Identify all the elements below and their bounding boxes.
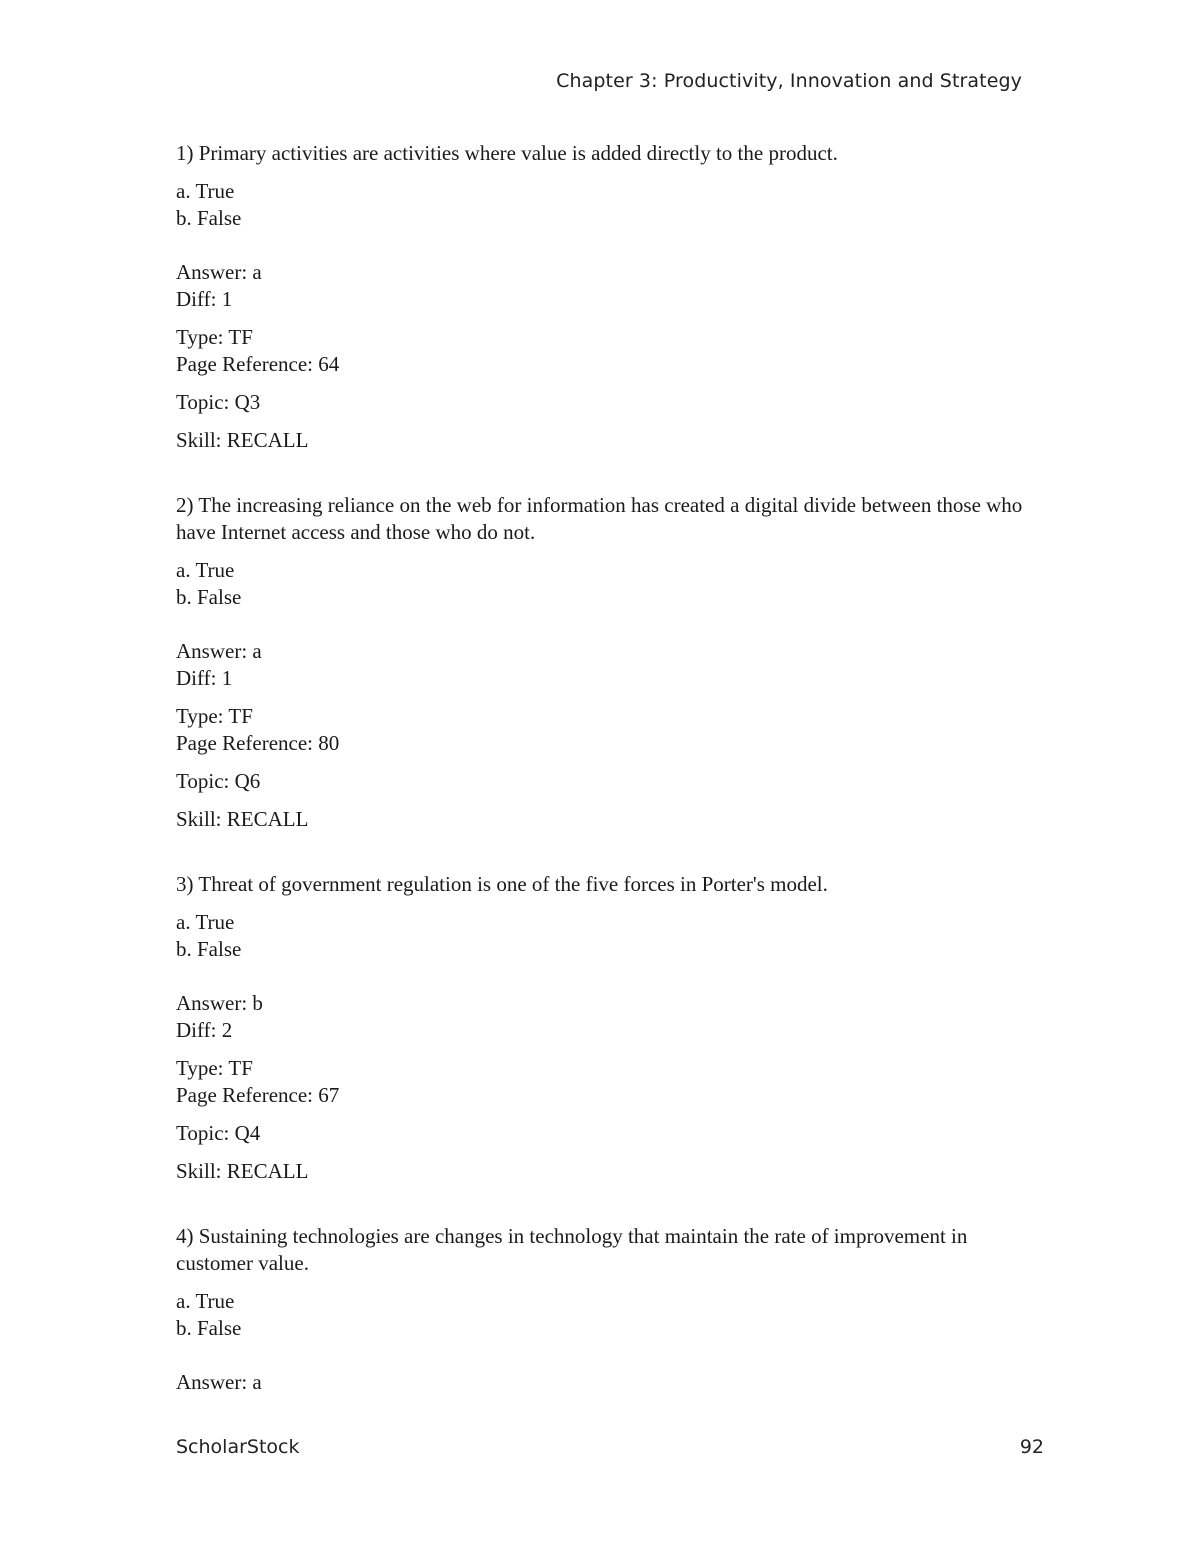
options bbox=[176, 1288, 1036, 1342]
difficulty: Diff: 2 bbox=[176, 1018, 233, 1042]
option-b: b. False bbox=[176, 937, 242, 961]
question-list bbox=[176, 140, 1036, 1396]
page-reference: Page Reference: 64 bbox=[176, 352, 340, 376]
option-b: b. False bbox=[176, 1316, 242, 1340]
skill: Skill: RECALL bbox=[176, 1159, 309, 1183]
options bbox=[176, 557, 1036, 611]
question-text: 4) Sustaining technologies are changes in technology that maintain the rate of improvement in customer value. bbox=[176, 1224, 968, 1275]
question-text: 1) Primary activities are activities where value is added directly to the product. bbox=[176, 141, 838, 165]
skill: Skill: RECALL bbox=[176, 807, 309, 831]
question-text: 3) Threat of government regulation is one of the five forces in Porter's model. bbox=[176, 872, 828, 896]
question-type: Type: TF bbox=[176, 325, 253, 349]
question-3 bbox=[176, 871, 1036, 1185]
question-2 bbox=[176, 492, 1036, 833]
options bbox=[176, 178, 1036, 232]
option-a: a. True bbox=[176, 1289, 235, 1313]
topic: Topic: Q3 bbox=[176, 390, 261, 414]
difficulty: Diff: 1 bbox=[176, 666, 233, 690]
page-reference: Page Reference: 80 bbox=[176, 731, 340, 755]
answer: Answer: a bbox=[176, 260, 262, 284]
topic: Topic: Q6 bbox=[176, 769, 261, 793]
option-a: a. True bbox=[176, 558, 235, 582]
page-number: 92 bbox=[1019, 1436, 1044, 1458]
option-a: a. True bbox=[176, 910, 235, 934]
answer: Answer: a bbox=[176, 639, 262, 663]
answer: Answer: a bbox=[176, 1370, 262, 1394]
options bbox=[176, 909, 1036, 963]
option-b: b. False bbox=[176, 585, 242, 609]
option-a: a. True bbox=[176, 179, 235, 203]
skill: Skill: RECALL bbox=[176, 428, 309, 452]
question-text: 2) The increasing reliance on the web for information has created a digital divide between those who have Internet access and those who do not. bbox=[176, 493, 1023, 544]
option-b: b. False bbox=[176, 206, 242, 230]
question-4 bbox=[176, 1223, 1036, 1396]
footer-source: ScholarStock bbox=[176, 1436, 300, 1458]
page-reference: Page Reference: 67 bbox=[176, 1083, 340, 1107]
difficulty: Diff: 1 bbox=[176, 287, 233, 311]
question-1 bbox=[176, 140, 1036, 454]
running-header: Chapter 3: Productivity, Innovation and Strategy bbox=[556, 70, 1022, 92]
question-type: Type: TF bbox=[176, 704, 253, 728]
answer: Answer: b bbox=[176, 991, 263, 1015]
question-type: Type: TF bbox=[176, 1056, 253, 1080]
topic: Topic: Q4 bbox=[176, 1121, 261, 1145]
